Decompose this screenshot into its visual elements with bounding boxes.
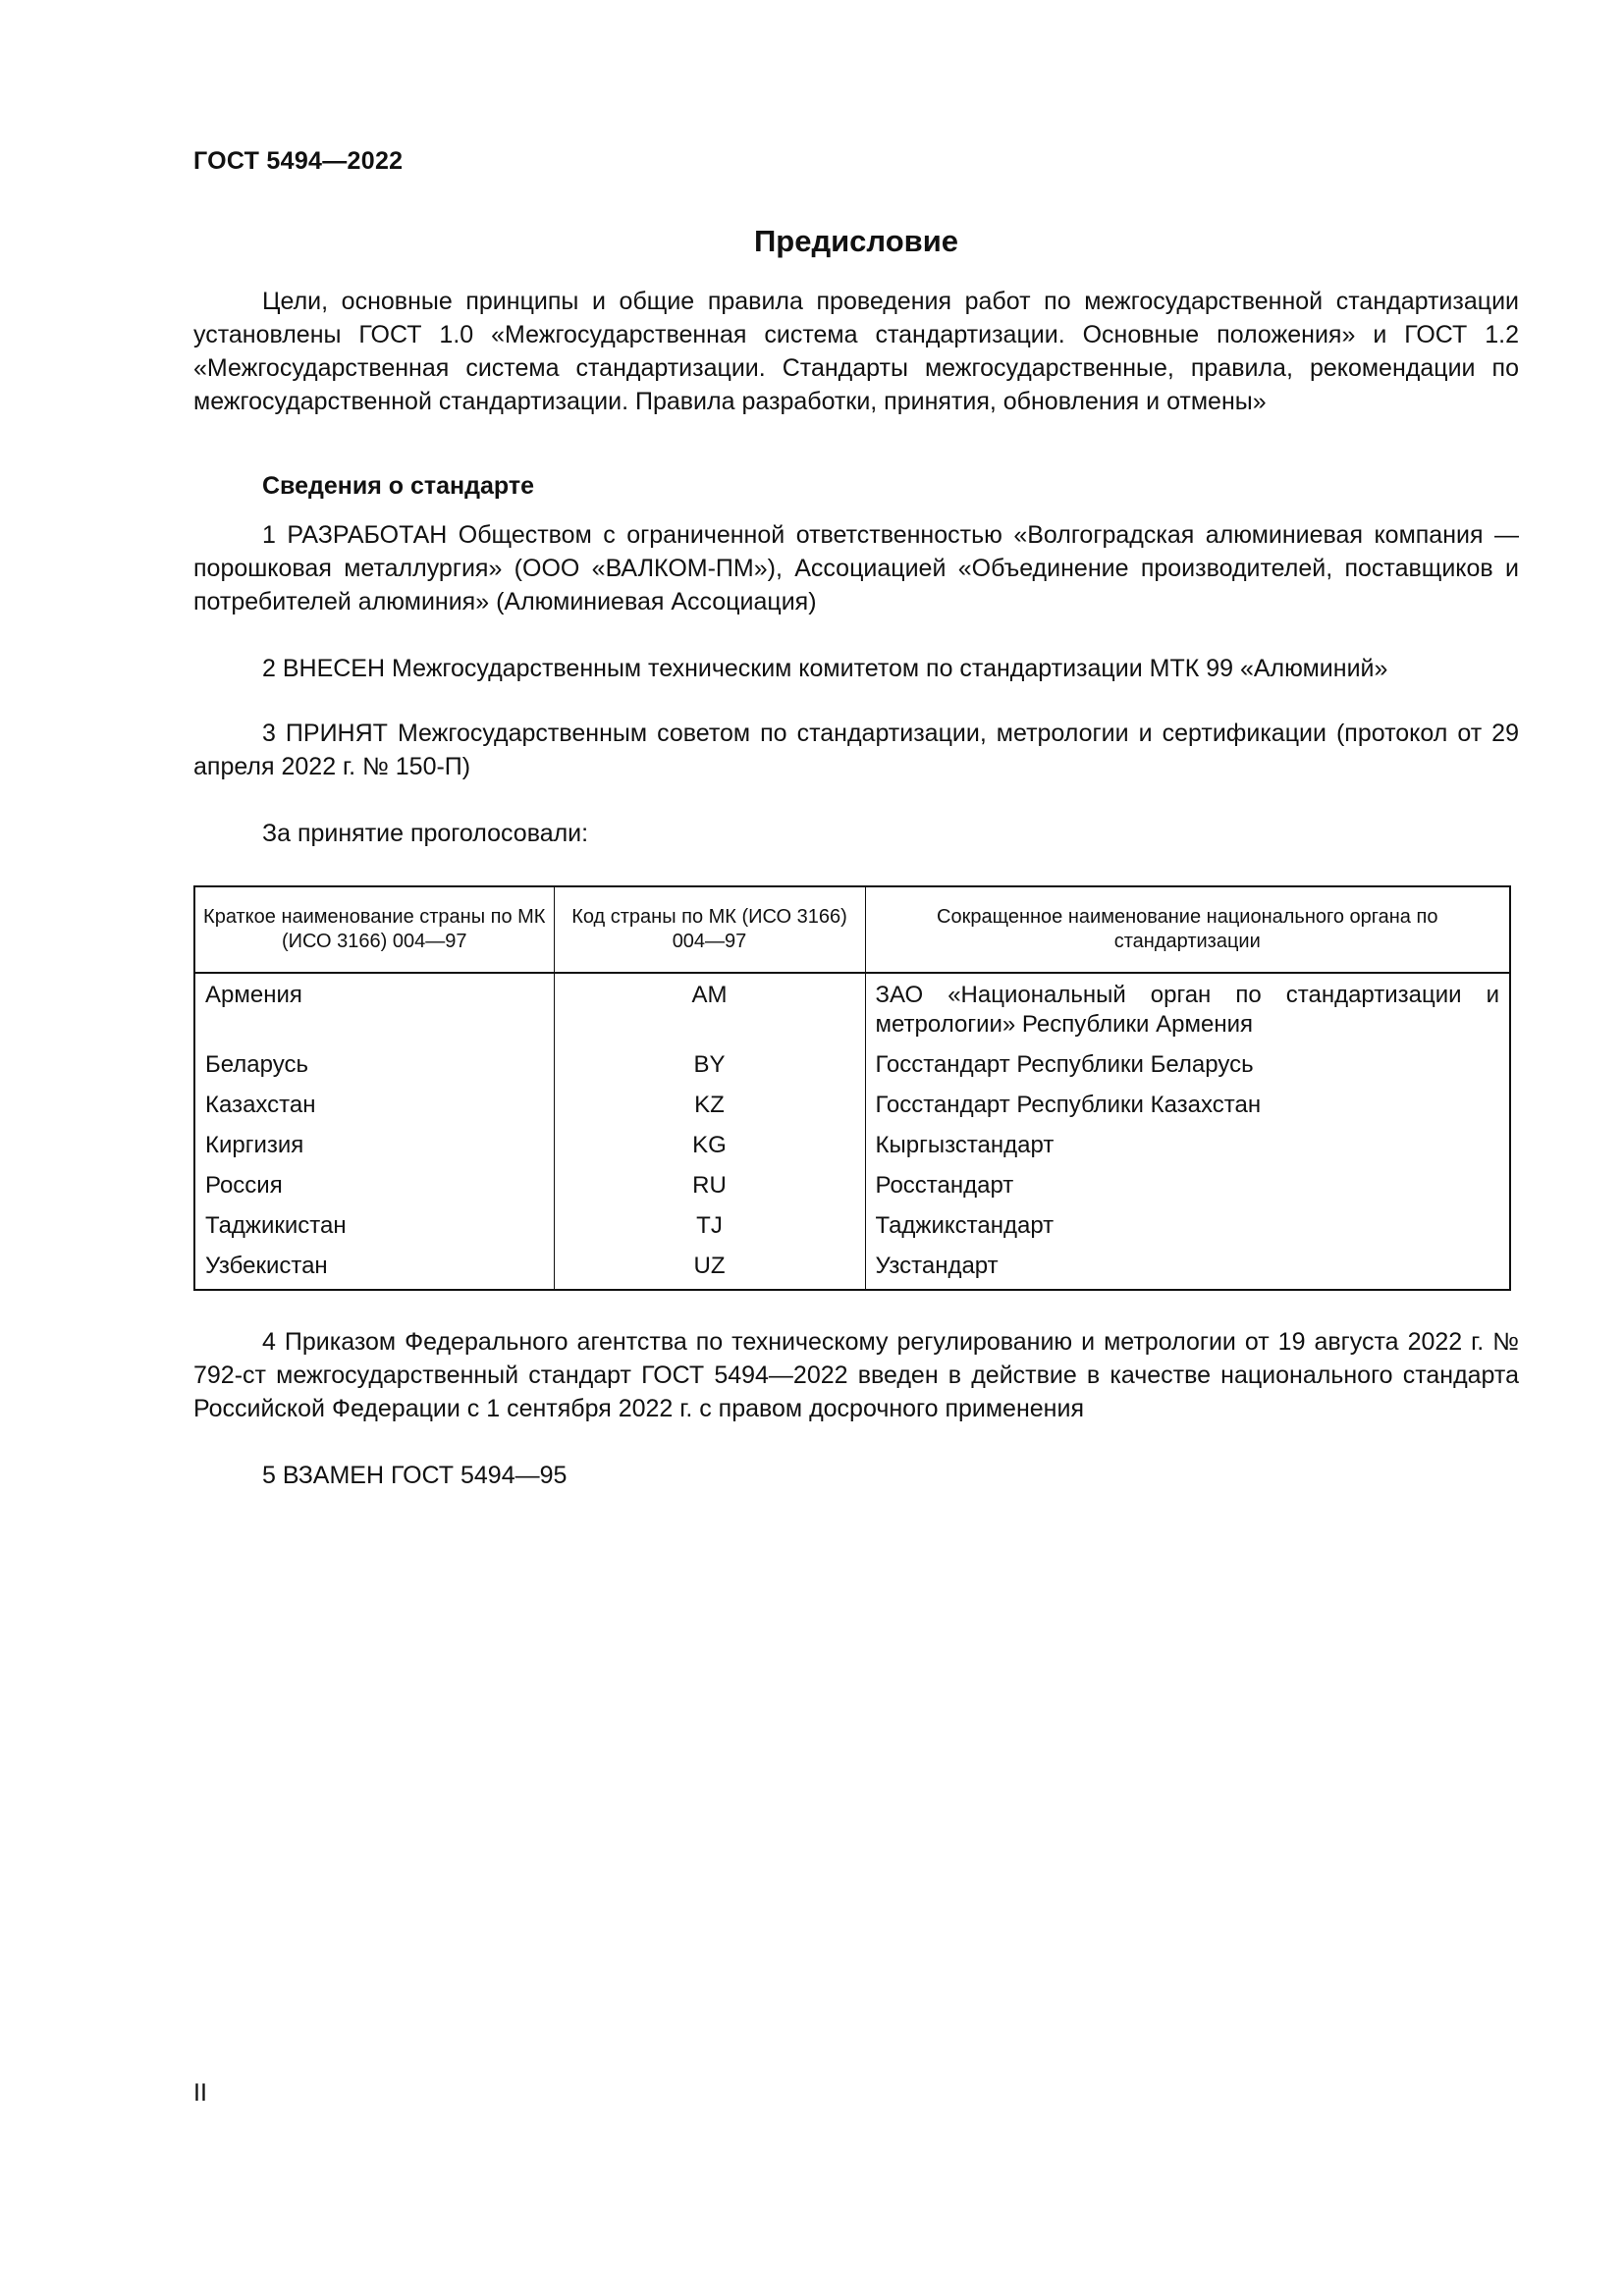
header-country: Краткое наименование страны по МК (ИСО 3166) 004—97 (194, 886, 554, 973)
national-body: Кыргызстандарт (865, 1124, 1510, 1164)
page-title: Предисловие (753, 224, 958, 258)
table-row (194, 1124, 1510, 1164)
section-subheading: Сведения о стандарте (262, 472, 535, 500)
table-header-row (194, 886, 1510, 973)
header-country-code: Код страны по МК (ИСО 3166) 004—97 (554, 886, 865, 973)
national-body: Госстандарт Республики Беларусь (865, 1043, 1510, 1084)
country-code: RU (554, 1164, 865, 1204)
country-name: Таджикистан (194, 1204, 554, 1245)
table-row (194, 1245, 1510, 1290)
table-row (194, 1204, 1510, 1245)
national-body: Таджикстандарт (865, 1204, 1510, 1245)
country-code: KZ (554, 1084, 865, 1124)
document-code-header: ГОСТ 5494—2022 (193, 147, 404, 175)
item-1-paragraph: 1 РАЗРАБОТАН Обществом с ограниченной ответственностью «Волгоградская алюминиевая компания — порошковая металлургия» (ООО «ВАЛКОМ-ПМ»), Ассоциацией «Объединение производителей, поставщиков и потребителей алюминия» (Алюминиевая Ассоциация) (193, 521, 1519, 615)
voting-countries-table (193, 885, 1511, 1291)
country-code: AM (554, 973, 865, 1043)
item-4-paragraph: 4 Приказом Федерального агентства по техническому регулированию и метрологии от 19 августа 2022 г. № 792-ст межгосударственный стандарт ГОСТ 5494—2022 введен в действие в качестве национального стандарта Российской Федерации с 1 сентября 2022 г. с правом досрочного применения (193, 1328, 1519, 1422)
national-body: Росстандарт (865, 1164, 1510, 1204)
country-name: Киргизия (194, 1124, 554, 1164)
country-name: Армения (194, 973, 554, 1043)
country-code: KG (554, 1124, 865, 1164)
table-row (194, 1084, 1510, 1124)
intro-paragraph: Цели, основные принципы и общие правила проведения работ по межгосударственной стандартизации установлены ГОСТ 1.0 «Межгосударственная система стандартизации. Основные положения» и ГОСТ 1.2 «Межгосударственная система стандартизации. Стандарты межгосударственные, правила, рекомендации по межгосударственной стандартизации. Правила разработки, принятия, обновления и отмены» (193, 288, 1519, 415)
national-body: Госстандарт Республики Казахстан (865, 1084, 1510, 1124)
country-code: UZ (554, 1245, 865, 1290)
table-row (194, 1043, 1510, 1084)
country-code: TJ (554, 1204, 865, 1245)
country-code: BY (554, 1043, 865, 1084)
country-name: Казахстан (194, 1084, 554, 1124)
country-name: Узбекистан (194, 1245, 554, 1290)
country-name: Беларусь (194, 1043, 554, 1084)
national-body: Узстандарт (865, 1245, 1510, 1290)
table-row (194, 1164, 1510, 1204)
header-national-body: Сокращенное наименование национального органа по стандартизации (865, 886, 1510, 973)
national-body: ЗАО «Национальный орган по стандартизации и метрологии» Республики Армения (865, 973, 1510, 1043)
page-number: II (193, 2079, 207, 2107)
item-3-paragraph: 3 ПРИНЯТ Межгосударственным советом по стандартизации, метрологии и сертификации (протокол от 29 апреля 2022 г. № 150-П) (193, 720, 1519, 780)
item-2-paragraph: 2 ВНЕСЕН Межгосударственным техническим комитетом по стандартизации МТК 99 «Алюминий» (262, 655, 1388, 682)
country-name: Россия (194, 1164, 554, 1204)
item-5-paragraph: 5 ВЗАМЕН ГОСТ 5494—95 (262, 1462, 568, 1489)
vote-intro: За принятие проголосовали: (262, 820, 589, 847)
table-row (194, 973, 1510, 1043)
